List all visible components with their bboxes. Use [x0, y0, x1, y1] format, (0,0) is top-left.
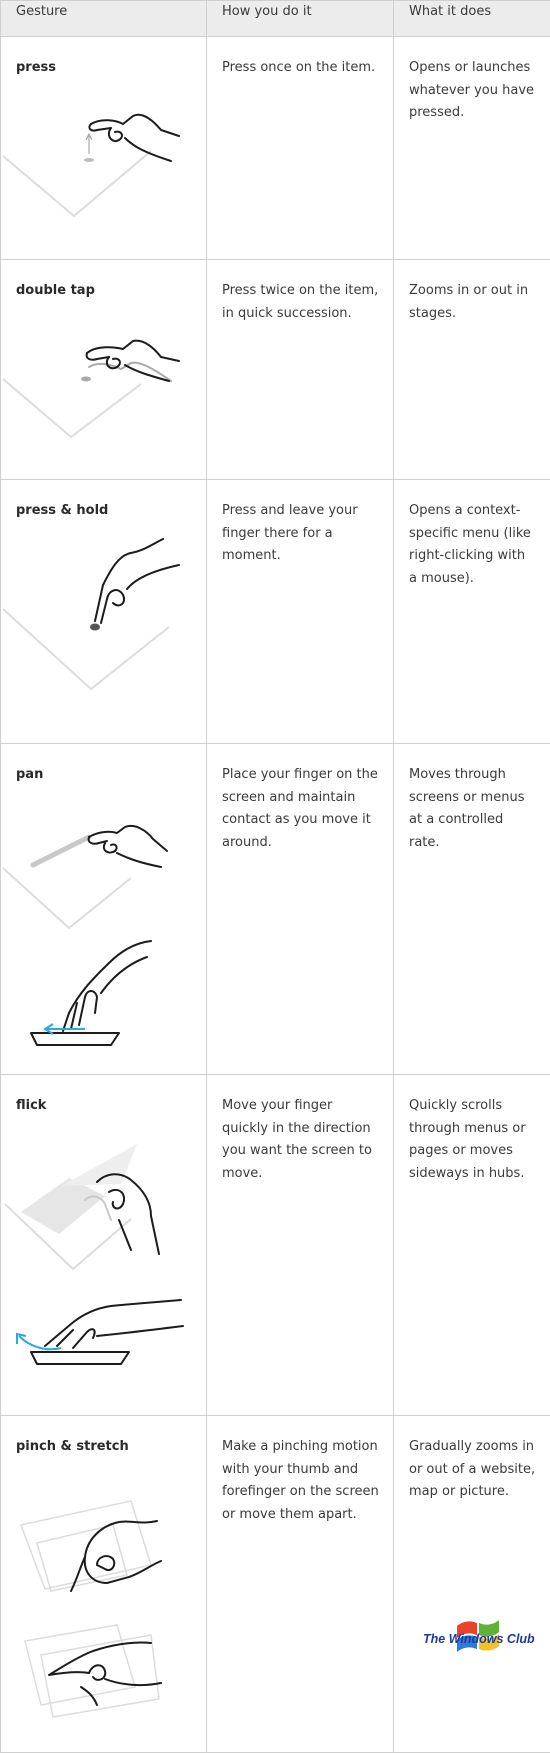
header-gesture: Gesture	[1, 1, 207, 37]
press-illustration	[1, 86, 207, 226]
gesture-name: press	[16, 57, 192, 80]
how-text: Press and leave your finger there for a moment.	[222, 500, 379, 568]
what-text: Moves through screens or menus at a controlled rate.	[409, 764, 536, 854]
how-text: Press twice on the item, in quick succession.	[222, 280, 379, 325]
header-how: How you do it	[207, 1, 394, 37]
what-text: Zooms in or out in stages.	[409, 280, 536, 325]
table-row	[1, 37, 550, 260]
gesture-name: pan	[16, 764, 192, 787]
table-row	[1, 480, 550, 744]
gesture-name: flick	[16, 1095, 192, 1118]
what-text: Opens a context-specific menu (like right-clicking with a mouse).	[409, 500, 536, 590]
what-text: Quickly scrolls through menus or pages or moves sideways in hubs.	[409, 1095, 536, 1185]
flick-illustration	[1, 1124, 207, 1404]
windows-club-logo	[423, 1617, 543, 1661]
header-what: What it does	[394, 1, 550, 37]
gesture-name: pinch & stretch	[16, 1436, 192, 1459]
pinch-stretch-illustration	[1, 1465, 207, 1750]
gesture-name: double tap	[16, 280, 192, 303]
double-tap-illustration	[1, 309, 207, 449]
gesture-name: press & hold	[16, 500, 192, 523]
table-row	[1, 1075, 550, 1416]
how-text: Place your finger on the screen and maintain contact as you move it around.	[222, 764, 379, 854]
header-row	[1, 1, 550, 37]
what-text: Gradually zooms in or out of a website, map or picture.	[409, 1436, 536, 1504]
how-text: Make a pinching motion with your thumb and forefinger on the screen or move them apart.	[222, 1436, 379, 1526]
watermark-text: The Windows Club	[423, 1632, 535, 1646]
how-text: Move your finger quickly in the direction you want the screen to move.	[222, 1095, 379, 1185]
table-row	[1, 744, 550, 1075]
pan-illustration	[1, 793, 207, 1063]
what-text: Opens or launches whatever you have pressed.	[409, 57, 536, 125]
how-text: Press once on the item.	[222, 57, 379, 80]
table-row	[1, 260, 550, 480]
table-row	[1, 1416, 550, 1753]
press-hold-illustration	[1, 529, 207, 704]
